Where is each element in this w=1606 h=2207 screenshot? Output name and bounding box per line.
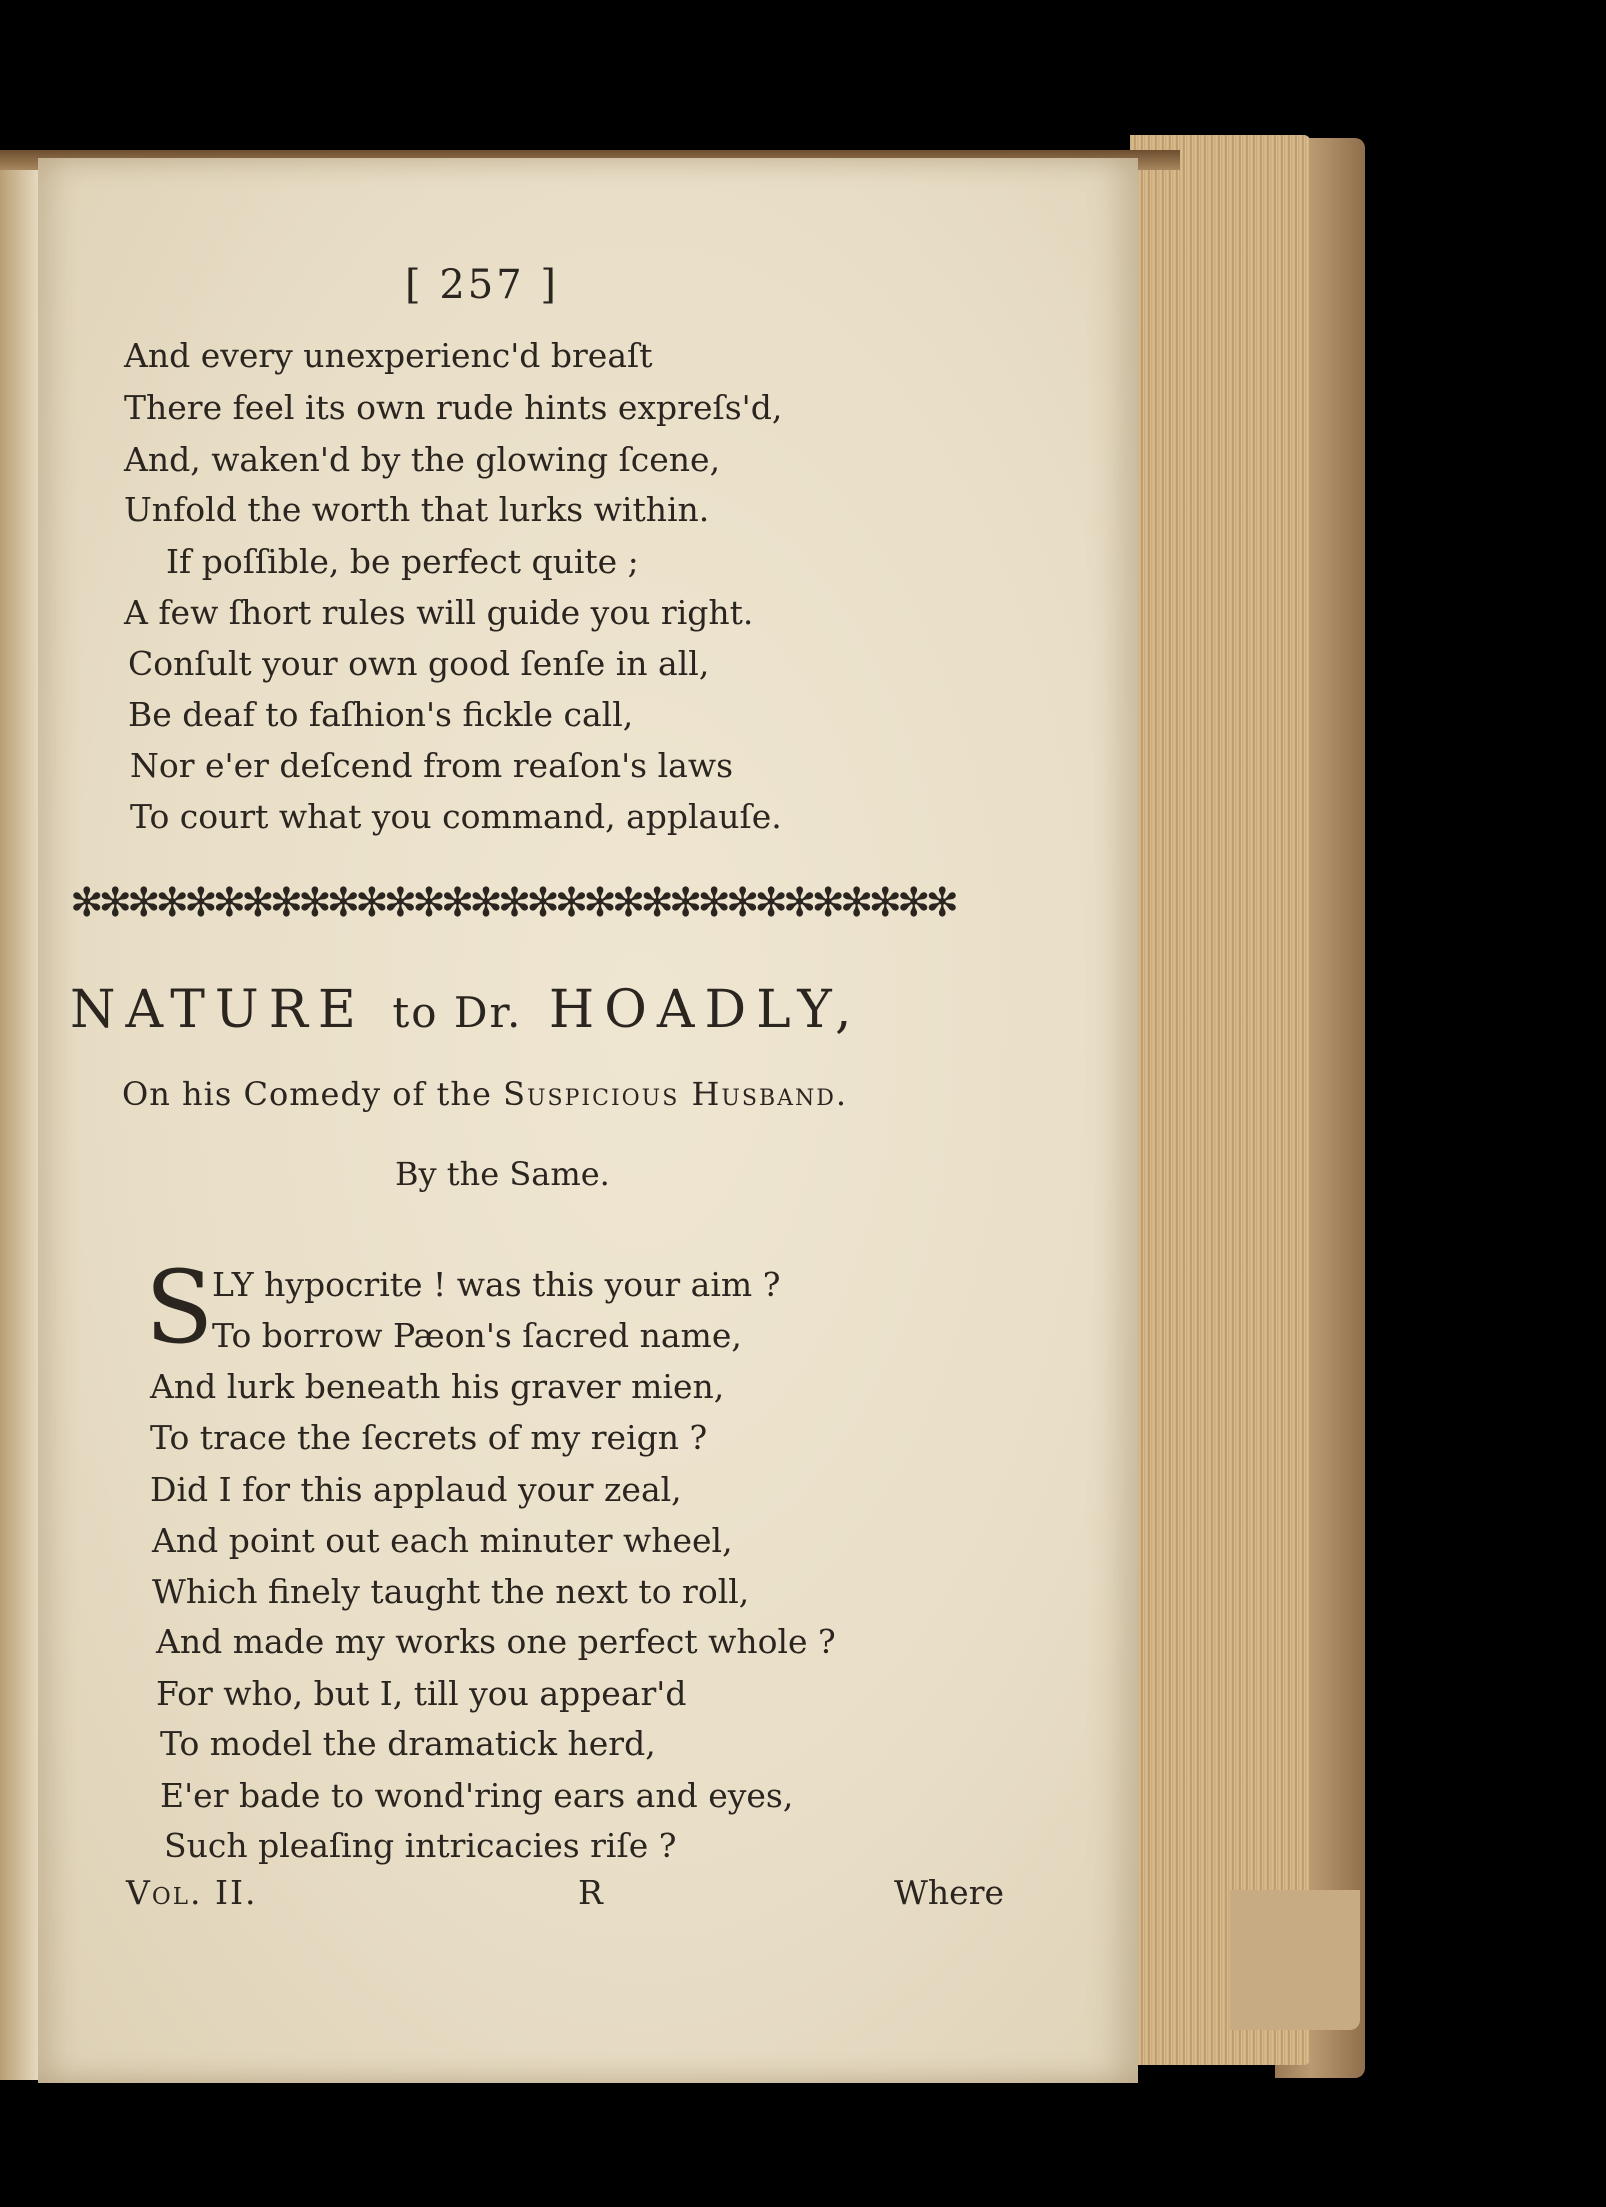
- verse-line: And every unexperienc'd breaſt: [124, 336, 653, 375]
- page-number: [ 257 ]: [405, 262, 559, 308]
- footer-signature: R: [578, 1873, 603, 1912]
- page-stack-edge: [1130, 135, 1310, 2065]
- byline: By the Same.: [395, 1155, 610, 1193]
- footer-catchword: Where: [894, 1873, 1005, 1912]
- verse-line: A few ſhort rules will guide you right.: [124, 593, 754, 632]
- left-page-sliver: [0, 160, 40, 2080]
- verse-line: If poſſible, be perfect quite ;: [166, 542, 639, 581]
- subtitle-prefix: On his Comedy of the: [122, 1075, 492, 1113]
- verse-line: E'er bade to wond'ring ears and eyes,: [160, 1776, 794, 1815]
- verse-line: Unfold the worth that lurks within.: [124, 490, 710, 529]
- subtitle-play-name: Suspicious Husband.: [503, 1075, 849, 1113]
- verse-line: To court what you command, applauſe.: [130, 797, 782, 836]
- drop-cap: S: [145, 1249, 214, 1366]
- page-stack-lower: [1230, 1890, 1360, 2030]
- poem-title: [70, 980, 862, 1040]
- verse-line: LY hypocrite ! was this your aim ?: [212, 1265, 781, 1304]
- verse-line: Nor e'er deſcend from reaſon's laws: [130, 746, 734, 785]
- verse-line: Which finely taught the next to roll,: [152, 1572, 750, 1611]
- verse-line: To model the dramatick herd,: [160, 1724, 656, 1763]
- title-to-dr: to Dr.: [392, 988, 523, 1037]
- verse-line: Conſult your own good ſenſe in all,: [128, 644, 710, 683]
- verse-line: To trace the ſecrets of my reign ?: [150, 1418, 708, 1457]
- verse-line: Did I for this applaud your zeal,: [150, 1470, 682, 1509]
- footer-volume: Vol. II.: [126, 1873, 258, 1912]
- poem-subtitle: [122, 1075, 848, 1113]
- title-nature: NATURE: [70, 980, 366, 1040]
- verse-line: And point out each minuter wheel,: [152, 1521, 733, 1560]
- verse-line: And lurk beneath his graver mien,: [150, 1367, 725, 1406]
- verse-line: There feel its own rude hints expreſs'd,: [124, 388, 783, 427]
- title-hoadly: HOADLY,: [548, 980, 862, 1040]
- verse-line: Such pleaſing intricacies riſe ?: [164, 1826, 677, 1865]
- verse-line: To borrow Pæon's ſacred name,: [212, 1316, 742, 1355]
- verse-line: Be deaf to faſhion's fickle call,: [128, 695, 634, 734]
- verse-line: And, waken'd by the glowing ſcene,: [124, 440, 721, 479]
- verse-line: And made my works one perfect whole ?: [156, 1622, 836, 1661]
- ornamental-divider: ✻✻✻✻✻✻✻✻✻✻✻✻✻✻✻✻✻✻✻✻✻✻✻✻✻✻✻✻✻✻✻: [70, 880, 954, 926]
- verse-line: For who, but I, till you appear'd: [156, 1674, 687, 1713]
